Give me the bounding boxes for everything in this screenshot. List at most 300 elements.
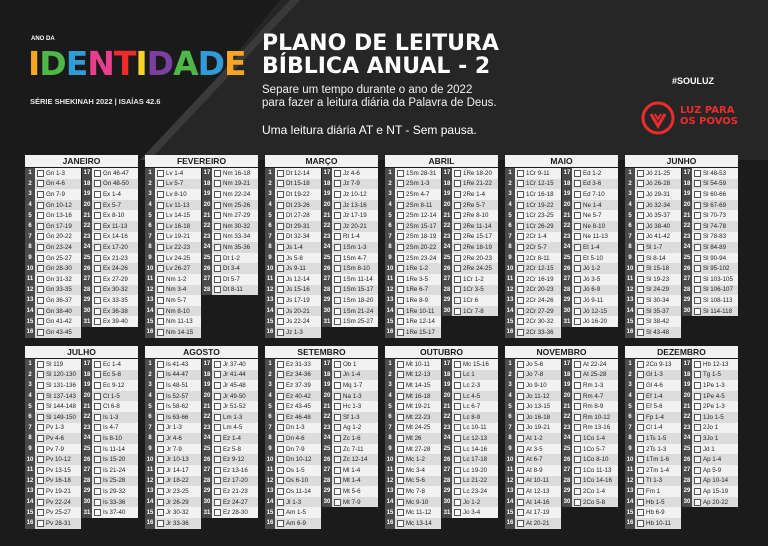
reading-checkbox[interactable] bbox=[454, 424, 461, 431]
reading-checkbox[interactable] bbox=[214, 499, 221, 506]
reading-checkbox[interactable] bbox=[574, 191, 581, 198]
reading-checkbox[interactable] bbox=[517, 297, 524, 304]
reading-checkbox[interactable] bbox=[397, 467, 404, 474]
reading-checkbox[interactable] bbox=[694, 202, 701, 209]
reading-checkbox[interactable] bbox=[694, 424, 701, 431]
reading-checkbox[interactable] bbox=[397, 308, 404, 315]
reading-checkbox[interactable] bbox=[397, 393, 404, 400]
reading-checkbox[interactable] bbox=[214, 393, 221, 400]
reading-checkbox[interactable] bbox=[214, 170, 221, 177]
reading-checkbox[interactable] bbox=[397, 255, 404, 262]
reading-checkbox[interactable] bbox=[94, 180, 101, 187]
reading-checkbox[interactable] bbox=[334, 456, 341, 463]
reading-checkbox[interactable] bbox=[454, 435, 461, 442]
reading-checkbox[interactable] bbox=[94, 212, 101, 219]
reading-checkbox[interactable] bbox=[214, 414, 221, 421]
reading-checkbox[interactable] bbox=[454, 255, 461, 262]
reading-checkbox[interactable] bbox=[574, 361, 581, 368]
reading-checkbox[interactable] bbox=[37, 308, 44, 315]
reading-checkbox[interactable] bbox=[574, 265, 581, 272]
reading-checkbox[interactable] bbox=[157, 403, 164, 410]
reading-checkbox[interactable] bbox=[637, 499, 644, 506]
reading-checkbox[interactable] bbox=[574, 382, 581, 389]
reading-checkbox[interactable] bbox=[517, 435, 524, 442]
reading-checkbox[interactable] bbox=[94, 477, 101, 484]
reading-checkbox[interactable] bbox=[94, 446, 101, 453]
reading-checkbox[interactable] bbox=[37, 223, 44, 230]
reading-checkbox[interactable] bbox=[334, 382, 341, 389]
reading-checkbox[interactable] bbox=[157, 255, 164, 262]
reading-checkbox[interactable] bbox=[214, 255, 221, 262]
reading-checkbox[interactable] bbox=[454, 233, 461, 240]
reading-checkbox[interactable] bbox=[517, 509, 524, 516]
reading-checkbox[interactable] bbox=[694, 286, 701, 293]
reading-checkbox[interactable] bbox=[694, 361, 701, 368]
reading-checkbox[interactable] bbox=[277, 297, 284, 304]
reading-checkbox[interactable] bbox=[637, 265, 644, 272]
reading-checkbox[interactable] bbox=[37, 212, 44, 219]
reading-checkbox[interactable] bbox=[574, 223, 581, 230]
reading-checkbox[interactable] bbox=[517, 488, 524, 495]
reading-checkbox[interactable] bbox=[334, 424, 341, 431]
reading-checkbox[interactable] bbox=[334, 318, 341, 325]
reading-checkbox[interactable] bbox=[277, 509, 284, 516]
reading-checkbox[interactable] bbox=[397, 180, 404, 187]
reading-checkbox[interactable] bbox=[277, 308, 284, 315]
reading-checkbox[interactable] bbox=[454, 191, 461, 198]
reading-checkbox[interactable] bbox=[454, 509, 461, 516]
reading-checkbox[interactable] bbox=[574, 255, 581, 262]
reading-checkbox[interactable] bbox=[637, 414, 644, 421]
reading-checkbox[interactable] bbox=[277, 393, 284, 400]
reading-checkbox[interactable] bbox=[37, 456, 44, 463]
reading-checkbox[interactable] bbox=[37, 318, 44, 325]
reading-checkbox[interactable] bbox=[694, 435, 701, 442]
reading-checkbox[interactable] bbox=[517, 414, 524, 421]
reading-checkbox[interactable] bbox=[37, 499, 44, 506]
reading-checkbox[interactable] bbox=[277, 424, 284, 431]
reading-checkbox[interactable] bbox=[37, 371, 44, 378]
reading-checkbox[interactable] bbox=[334, 180, 341, 187]
reading-checkbox[interactable] bbox=[277, 499, 284, 506]
reading-checkbox[interactable] bbox=[334, 477, 341, 484]
reading-checkbox[interactable] bbox=[94, 382, 101, 389]
reading-checkbox[interactable] bbox=[694, 382, 701, 389]
reading-checkbox[interactable] bbox=[334, 361, 341, 368]
reading-checkbox[interactable] bbox=[694, 265, 701, 272]
reading-checkbox[interactable] bbox=[334, 297, 341, 304]
reading-checkbox[interactable] bbox=[397, 403, 404, 410]
reading-checkbox[interactable] bbox=[574, 467, 581, 474]
reading-checkbox[interactable] bbox=[694, 393, 701, 400]
reading-checkbox[interactable] bbox=[157, 499, 164, 506]
reading-checkbox[interactable] bbox=[574, 477, 581, 484]
reading-checkbox[interactable] bbox=[214, 488, 221, 495]
reading-checkbox[interactable] bbox=[637, 477, 644, 484]
reading-checkbox[interactable] bbox=[214, 276, 221, 283]
reading-checkbox[interactable] bbox=[574, 276, 581, 283]
reading-checkbox[interactable] bbox=[277, 382, 284, 389]
reading-checkbox[interactable] bbox=[397, 424, 404, 431]
reading-checkbox[interactable] bbox=[214, 180, 221, 187]
reading-checkbox[interactable] bbox=[214, 467, 221, 474]
reading-checkbox[interactable] bbox=[334, 202, 341, 209]
reading-checkbox[interactable] bbox=[517, 265, 524, 272]
reading-checkbox[interactable] bbox=[517, 180, 524, 187]
reading-checkbox[interactable] bbox=[517, 403, 524, 410]
reading-checkbox[interactable] bbox=[694, 255, 701, 262]
reading-checkbox[interactable] bbox=[37, 202, 44, 209]
reading-checkbox[interactable] bbox=[157, 297, 164, 304]
reading-checkbox[interactable] bbox=[157, 393, 164, 400]
reading-checkbox[interactable] bbox=[397, 202, 404, 209]
reading-checkbox[interactable] bbox=[397, 329, 404, 336]
reading-checkbox[interactable] bbox=[214, 382, 221, 389]
reading-checkbox[interactable] bbox=[334, 403, 341, 410]
reading-checkbox[interactable] bbox=[517, 393, 524, 400]
reading-checkbox[interactable] bbox=[277, 265, 284, 272]
reading-checkbox[interactable] bbox=[277, 318, 284, 325]
reading-checkbox[interactable] bbox=[637, 403, 644, 410]
reading-checkbox[interactable] bbox=[37, 286, 44, 293]
reading-checkbox[interactable] bbox=[37, 435, 44, 442]
reading-checkbox[interactable] bbox=[574, 202, 581, 209]
reading-checkbox[interactable] bbox=[157, 308, 164, 315]
reading-checkbox[interactable] bbox=[517, 382, 524, 389]
reading-checkbox[interactable] bbox=[157, 244, 164, 251]
reading-checkbox[interactable] bbox=[454, 446, 461, 453]
reading-checkbox[interactable] bbox=[637, 244, 644, 251]
reading-checkbox[interactable] bbox=[694, 477, 701, 484]
reading-checkbox[interactable] bbox=[277, 361, 284, 368]
reading-checkbox[interactable] bbox=[37, 244, 44, 251]
reading-checkbox[interactable] bbox=[397, 223, 404, 230]
reading-checkbox[interactable] bbox=[397, 170, 404, 177]
reading-checkbox[interactable] bbox=[334, 286, 341, 293]
reading-checkbox[interactable] bbox=[637, 520, 644, 527]
reading-checkbox[interactable] bbox=[214, 265, 221, 272]
reading-checkbox[interactable] bbox=[574, 371, 581, 378]
reading-checkbox[interactable] bbox=[94, 509, 101, 516]
reading-checkbox[interactable] bbox=[517, 212, 524, 219]
reading-checkbox[interactable] bbox=[277, 212, 284, 219]
reading-checkbox[interactable] bbox=[94, 318, 101, 325]
reading-checkbox[interactable] bbox=[454, 414, 461, 421]
reading-checkbox[interactable] bbox=[694, 233, 701, 240]
reading-checkbox[interactable] bbox=[37, 446, 44, 453]
reading-checkbox[interactable] bbox=[517, 467, 524, 474]
reading-checkbox[interactable] bbox=[517, 361, 524, 368]
reading-checkbox[interactable] bbox=[574, 308, 581, 315]
reading-checkbox[interactable] bbox=[637, 297, 644, 304]
reading-checkbox[interactable] bbox=[637, 329, 644, 336]
reading-checkbox[interactable] bbox=[277, 446, 284, 453]
reading-checkbox[interactable] bbox=[37, 255, 44, 262]
reading-checkbox[interactable] bbox=[574, 170, 581, 177]
reading-checkbox[interactable] bbox=[277, 403, 284, 410]
reading-checkbox[interactable] bbox=[214, 435, 221, 442]
reading-checkbox[interactable] bbox=[157, 456, 164, 463]
reading-checkbox[interactable] bbox=[574, 435, 581, 442]
reading-checkbox[interactable] bbox=[637, 467, 644, 474]
reading-checkbox[interactable] bbox=[397, 382, 404, 389]
reading-checkbox[interactable] bbox=[397, 244, 404, 251]
reading-checkbox[interactable] bbox=[157, 509, 164, 516]
reading-checkbox[interactable] bbox=[214, 446, 221, 453]
reading-checkbox[interactable] bbox=[454, 276, 461, 283]
reading-checkbox[interactable] bbox=[517, 446, 524, 453]
reading-checkbox[interactable] bbox=[637, 276, 644, 283]
reading-checkbox[interactable] bbox=[517, 424, 524, 431]
reading-checkbox[interactable] bbox=[157, 446, 164, 453]
reading-checkbox[interactable] bbox=[574, 499, 581, 506]
reading-checkbox[interactable] bbox=[214, 424, 221, 431]
reading-checkbox[interactable] bbox=[334, 276, 341, 283]
reading-checkbox[interactable] bbox=[157, 276, 164, 283]
reading-checkbox[interactable] bbox=[397, 509, 404, 516]
reading-checkbox[interactable] bbox=[334, 170, 341, 177]
reading-checkbox[interactable] bbox=[37, 170, 44, 177]
reading-checkbox[interactable] bbox=[637, 382, 644, 389]
reading-checkbox[interactable] bbox=[37, 361, 44, 368]
reading-checkbox[interactable] bbox=[94, 308, 101, 315]
reading-checkbox[interactable] bbox=[694, 297, 701, 304]
reading-checkbox[interactable] bbox=[157, 361, 164, 368]
reading-checkbox[interactable] bbox=[94, 456, 101, 463]
reading-checkbox[interactable] bbox=[37, 191, 44, 198]
reading-checkbox[interactable] bbox=[454, 403, 461, 410]
reading-checkbox[interactable] bbox=[157, 212, 164, 219]
reading-checkbox[interactable] bbox=[694, 191, 701, 198]
reading-checkbox[interactable] bbox=[517, 308, 524, 315]
reading-checkbox[interactable] bbox=[94, 286, 101, 293]
reading-checkbox[interactable] bbox=[397, 446, 404, 453]
reading-checkbox[interactable] bbox=[334, 265, 341, 272]
reading-checkbox[interactable] bbox=[694, 223, 701, 230]
reading-checkbox[interactable] bbox=[397, 435, 404, 442]
reading-checkbox[interactable] bbox=[37, 382, 44, 389]
reading-checkbox[interactable] bbox=[277, 202, 284, 209]
reading-checkbox[interactable] bbox=[397, 265, 404, 272]
reading-checkbox[interactable] bbox=[94, 233, 101, 240]
reading-checkbox[interactable] bbox=[334, 446, 341, 453]
reading-checkbox[interactable] bbox=[277, 435, 284, 442]
reading-checkbox[interactable] bbox=[334, 191, 341, 198]
reading-checkbox[interactable] bbox=[694, 308, 701, 315]
reading-checkbox[interactable] bbox=[694, 414, 701, 421]
reading-checkbox[interactable] bbox=[277, 191, 284, 198]
reading-checkbox[interactable] bbox=[277, 520, 284, 527]
reading-checkbox[interactable] bbox=[214, 212, 221, 219]
reading-checkbox[interactable] bbox=[574, 286, 581, 293]
reading-checkbox[interactable] bbox=[214, 244, 221, 251]
reading-checkbox[interactable] bbox=[157, 424, 164, 431]
reading-checkbox[interactable] bbox=[454, 202, 461, 209]
reading-checkbox[interactable] bbox=[637, 435, 644, 442]
reading-checkbox[interactable] bbox=[37, 329, 44, 336]
reading-checkbox[interactable] bbox=[574, 233, 581, 240]
reading-checkbox[interactable] bbox=[94, 488, 101, 495]
reading-checkbox[interactable] bbox=[157, 414, 164, 421]
reading-checkbox[interactable] bbox=[94, 393, 101, 400]
reading-checkbox[interactable] bbox=[694, 212, 701, 219]
reading-checkbox[interactable] bbox=[454, 297, 461, 304]
reading-checkbox[interactable] bbox=[637, 393, 644, 400]
reading-checkbox[interactable] bbox=[334, 244, 341, 251]
reading-checkbox[interactable] bbox=[637, 456, 644, 463]
reading-checkbox[interactable] bbox=[214, 371, 221, 378]
reading-checkbox[interactable] bbox=[454, 393, 461, 400]
reading-checkbox[interactable] bbox=[397, 499, 404, 506]
reading-checkbox[interactable] bbox=[277, 371, 284, 378]
reading-checkbox[interactable] bbox=[517, 499, 524, 506]
reading-checkbox[interactable] bbox=[157, 180, 164, 187]
reading-checkbox[interactable] bbox=[517, 329, 524, 336]
reading-checkbox[interactable] bbox=[454, 499, 461, 506]
reading-checkbox[interactable] bbox=[157, 233, 164, 240]
reading-checkbox[interactable] bbox=[157, 435, 164, 442]
reading-checkbox[interactable] bbox=[517, 520, 524, 527]
reading-checkbox[interactable] bbox=[694, 371, 701, 378]
reading-checkbox[interactable] bbox=[37, 403, 44, 410]
reading-checkbox[interactable] bbox=[94, 297, 101, 304]
reading-checkbox[interactable] bbox=[157, 382, 164, 389]
reading-checkbox[interactable] bbox=[637, 170, 644, 177]
reading-checkbox[interactable] bbox=[397, 286, 404, 293]
reading-checkbox[interactable] bbox=[37, 467, 44, 474]
reading-checkbox[interactable] bbox=[517, 318, 524, 325]
reading-checkbox[interactable] bbox=[94, 255, 101, 262]
reading-checkbox[interactable] bbox=[334, 499, 341, 506]
reading-checkbox[interactable] bbox=[94, 223, 101, 230]
reading-checkbox[interactable] bbox=[517, 233, 524, 240]
reading-checkbox[interactable] bbox=[517, 255, 524, 262]
reading-checkbox[interactable] bbox=[334, 467, 341, 474]
reading-checkbox[interactable] bbox=[37, 509, 44, 516]
reading-checkbox[interactable] bbox=[637, 191, 644, 198]
reading-checkbox[interactable] bbox=[94, 499, 101, 506]
reading-checkbox[interactable] bbox=[397, 191, 404, 198]
reading-checkbox[interactable] bbox=[214, 286, 221, 293]
reading-checkbox[interactable] bbox=[157, 223, 164, 230]
reading-checkbox[interactable] bbox=[37, 424, 44, 431]
reading-checkbox[interactable] bbox=[574, 318, 581, 325]
reading-checkbox[interactable] bbox=[334, 212, 341, 219]
reading-checkbox[interactable] bbox=[94, 265, 101, 272]
reading-checkbox[interactable] bbox=[397, 456, 404, 463]
reading-checkbox[interactable] bbox=[694, 276, 701, 283]
reading-checkbox[interactable] bbox=[214, 477, 221, 484]
reading-checkbox[interactable] bbox=[637, 255, 644, 262]
reading-checkbox[interactable] bbox=[157, 329, 164, 336]
reading-checkbox[interactable] bbox=[517, 244, 524, 251]
reading-checkbox[interactable] bbox=[277, 329, 284, 336]
reading-checkbox[interactable] bbox=[637, 424, 644, 431]
reading-checkbox[interactable] bbox=[517, 477, 524, 484]
reading-checkbox[interactable] bbox=[94, 435, 101, 442]
reading-checkbox[interactable] bbox=[94, 170, 101, 177]
reading-checkbox[interactable] bbox=[637, 308, 644, 315]
reading-checkbox[interactable] bbox=[454, 212, 461, 219]
reading-checkbox[interactable] bbox=[214, 361, 221, 368]
reading-checkbox[interactable] bbox=[397, 276, 404, 283]
reading-checkbox[interactable] bbox=[94, 191, 101, 198]
reading-checkbox[interactable] bbox=[277, 255, 284, 262]
reading-checkbox[interactable] bbox=[277, 456, 284, 463]
reading-checkbox[interactable] bbox=[157, 265, 164, 272]
reading-checkbox[interactable] bbox=[157, 520, 164, 527]
reading-checkbox[interactable] bbox=[574, 414, 581, 421]
reading-checkbox[interactable] bbox=[454, 361, 461, 368]
reading-checkbox[interactable] bbox=[517, 456, 524, 463]
reading-checkbox[interactable] bbox=[454, 477, 461, 484]
reading-checkbox[interactable] bbox=[157, 467, 164, 474]
reading-checkbox[interactable] bbox=[157, 170, 164, 177]
reading-checkbox[interactable] bbox=[397, 297, 404, 304]
reading-checkbox[interactable] bbox=[37, 265, 44, 272]
reading-checkbox[interactable] bbox=[517, 286, 524, 293]
reading-checkbox[interactable] bbox=[37, 297, 44, 304]
reading-checkbox[interactable] bbox=[637, 371, 644, 378]
reading-checkbox[interactable] bbox=[574, 244, 581, 251]
reading-checkbox[interactable] bbox=[334, 435, 341, 442]
reading-checkbox[interactable] bbox=[517, 202, 524, 209]
reading-checkbox[interactable] bbox=[574, 446, 581, 453]
reading-checkbox[interactable] bbox=[94, 467, 101, 474]
reading-checkbox[interactable] bbox=[277, 276, 284, 283]
reading-checkbox[interactable] bbox=[277, 286, 284, 293]
reading-checkbox[interactable] bbox=[574, 180, 581, 187]
reading-checkbox[interactable] bbox=[277, 467, 284, 474]
reading-checkbox[interactable] bbox=[574, 456, 581, 463]
reading-checkbox[interactable] bbox=[694, 446, 701, 453]
reading-checkbox[interactable] bbox=[157, 286, 164, 293]
reading-checkbox[interactable] bbox=[37, 233, 44, 240]
reading-checkbox[interactable] bbox=[94, 424, 101, 431]
reading-checkbox[interactable] bbox=[277, 477, 284, 484]
reading-checkbox[interactable] bbox=[334, 233, 341, 240]
reading-checkbox[interactable] bbox=[397, 212, 404, 219]
reading-checkbox[interactable] bbox=[694, 180, 701, 187]
reading-checkbox[interactable] bbox=[37, 393, 44, 400]
reading-checkbox[interactable] bbox=[397, 318, 404, 325]
reading-checkbox[interactable] bbox=[157, 488, 164, 495]
reading-checkbox[interactable] bbox=[454, 488, 461, 495]
reading-checkbox[interactable] bbox=[334, 308, 341, 315]
reading-checkbox[interactable] bbox=[277, 244, 284, 251]
reading-checkbox[interactable] bbox=[454, 244, 461, 251]
reading-checkbox[interactable] bbox=[157, 318, 164, 325]
reading-checkbox[interactable] bbox=[454, 170, 461, 177]
reading-checkbox[interactable] bbox=[397, 477, 404, 484]
reading-checkbox[interactable] bbox=[94, 244, 101, 251]
reading-checkbox[interactable] bbox=[157, 202, 164, 209]
reading-checkbox[interactable] bbox=[157, 371, 164, 378]
reading-checkbox[interactable] bbox=[397, 520, 404, 527]
reading-checkbox[interactable] bbox=[157, 477, 164, 484]
reading-checkbox[interactable] bbox=[37, 180, 44, 187]
reading-checkbox[interactable] bbox=[574, 403, 581, 410]
reading-checkbox[interactable] bbox=[214, 202, 221, 209]
reading-checkbox[interactable] bbox=[397, 361, 404, 368]
reading-checkbox[interactable] bbox=[637, 509, 644, 516]
reading-checkbox[interactable] bbox=[277, 223, 284, 230]
reading-checkbox[interactable] bbox=[637, 223, 644, 230]
reading-checkbox[interactable] bbox=[94, 414, 101, 421]
reading-checkbox[interactable] bbox=[637, 233, 644, 240]
reading-checkbox[interactable] bbox=[517, 223, 524, 230]
reading-checkbox[interactable] bbox=[517, 276, 524, 283]
